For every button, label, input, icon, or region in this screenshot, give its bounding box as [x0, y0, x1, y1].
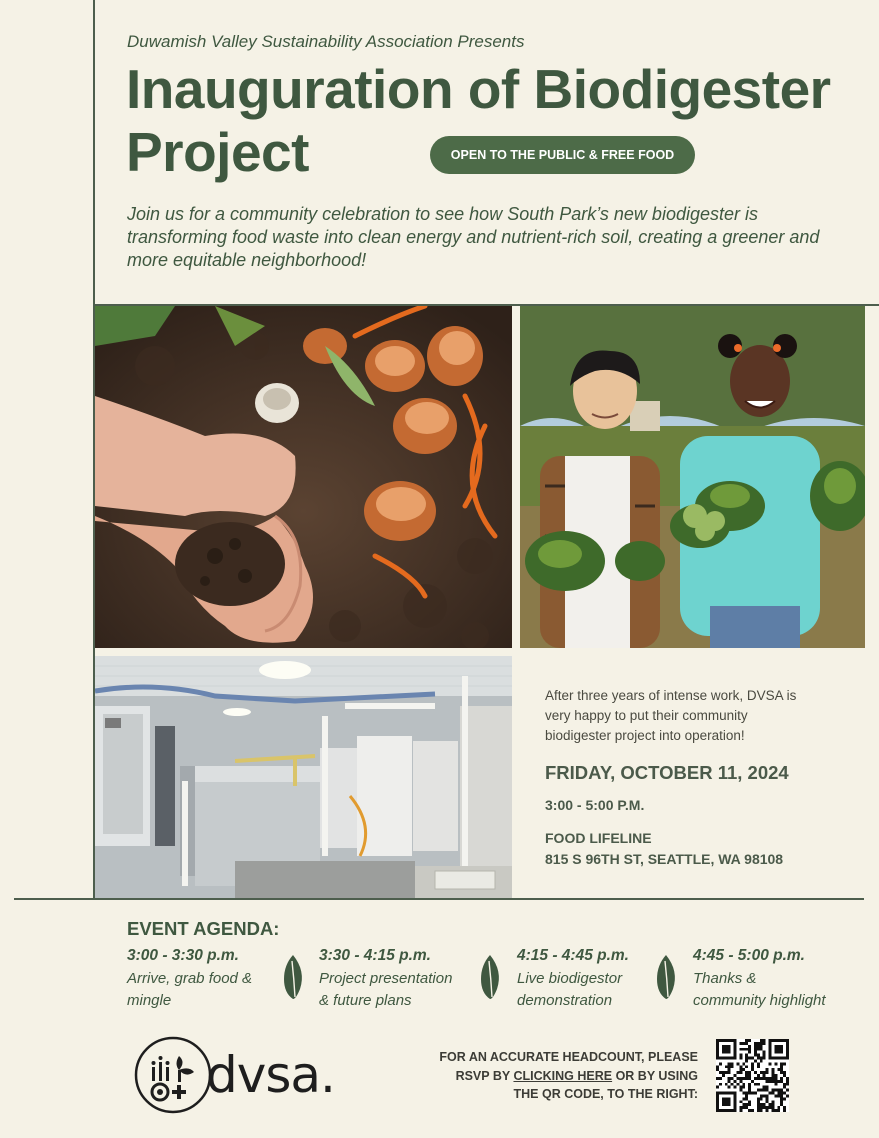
venue-address: 815 S 96TH ST, SEATTLE, WA 98108 [545, 851, 784, 867]
rsvp-line: FOR AN ACCURATE HEADCOUNT, PLEASE [439, 1050, 698, 1064]
leaf-icon [653, 953, 679, 1001]
agenda-item [127, 946, 277, 1012]
dvsa-logo [134, 1034, 334, 1116]
event-time: 3:00 - 5:00 P.M. [545, 797, 645, 813]
agenda-description [517, 968, 647, 1012]
agenda-desc-line: demonstration [517, 992, 613, 1009]
event-date: FRIDAY, OCTOBER 11, 2024 [545, 762, 789, 783]
project-description: After three years of intense work, DVSA is very happy to put their community biodigester project into operation! [545, 688, 797, 743]
agenda-desc-line: Thanks & [693, 970, 757, 987]
rsvp-instructions [400, 1048, 698, 1104]
logo-wordmark: dvsa. [206, 1046, 335, 1104]
leaf-icon [477, 953, 503, 1001]
agenda-item [693, 946, 853, 1012]
agenda-desc-line: Project presentation [319, 970, 453, 987]
agenda-item [517, 946, 647, 1012]
agenda-description [693, 968, 853, 1012]
presenter-line: Duwamish Valley Sustainability Association Presents [127, 32, 525, 51]
agenda-item [319, 946, 469, 1012]
compost-photo [95, 306, 512, 648]
agenda-desc-line: community highlight [693, 992, 826, 1009]
rsvp-line: THE QR CODE, TO THE RIGHT: [513, 1087, 698, 1101]
rsvp-text: RSVP BY [455, 1068, 514, 1083]
event-venue [545, 828, 783, 870]
qr-code[interactable] [716, 1039, 789, 1112]
agenda-time: 4:45 - 5:00 p.m. [693, 947, 805, 964]
agenda-heading: EVENT AGENDA: [127, 918, 280, 939]
rsvp-link[interactable]: CLICKING HERE [513, 1068, 613, 1083]
agenda-desc-line: Arrive, grab food & [127, 970, 253, 987]
rsvp-line [400, 1067, 698, 1086]
biodigester-machine-photo [95, 656, 512, 898]
agenda-description [319, 968, 469, 1012]
event-title: Inauguration of Biodigester Project [126, 58, 831, 183]
agenda-time: 3:00 - 3:30 p.m. [127, 947, 239, 964]
agenda-desc-line: Live biodigestor [517, 970, 623, 987]
kids-vegetables-photo [520, 306, 865, 648]
leaf-icon [280, 953, 306, 1001]
venue-name: FOOD LIFELINE [545, 830, 652, 846]
bottom-divider [14, 898, 864, 900]
agenda-description [127, 968, 277, 1012]
agenda-time: 4:15 - 4:45 p.m. [517, 947, 629, 964]
agenda-desc-line: & future plans [319, 992, 412, 1009]
agenda-time: 3:30 - 4:15 p.m. [319, 947, 431, 964]
intro-paragraph: Join us for a community celebration to see how South Park’s new biodigester is transforming food waste into clean energy and nutrient-rich soil, creating a greener and more equitable neighborhood! [127, 204, 820, 270]
open-to-public-badge: OPEN TO THE PUBLIC & FREE FOOD [432, 138, 693, 172]
rsvp-text: OR BY USING [612, 1068, 698, 1083]
agenda-desc-line: mingle [127, 992, 172, 1009]
